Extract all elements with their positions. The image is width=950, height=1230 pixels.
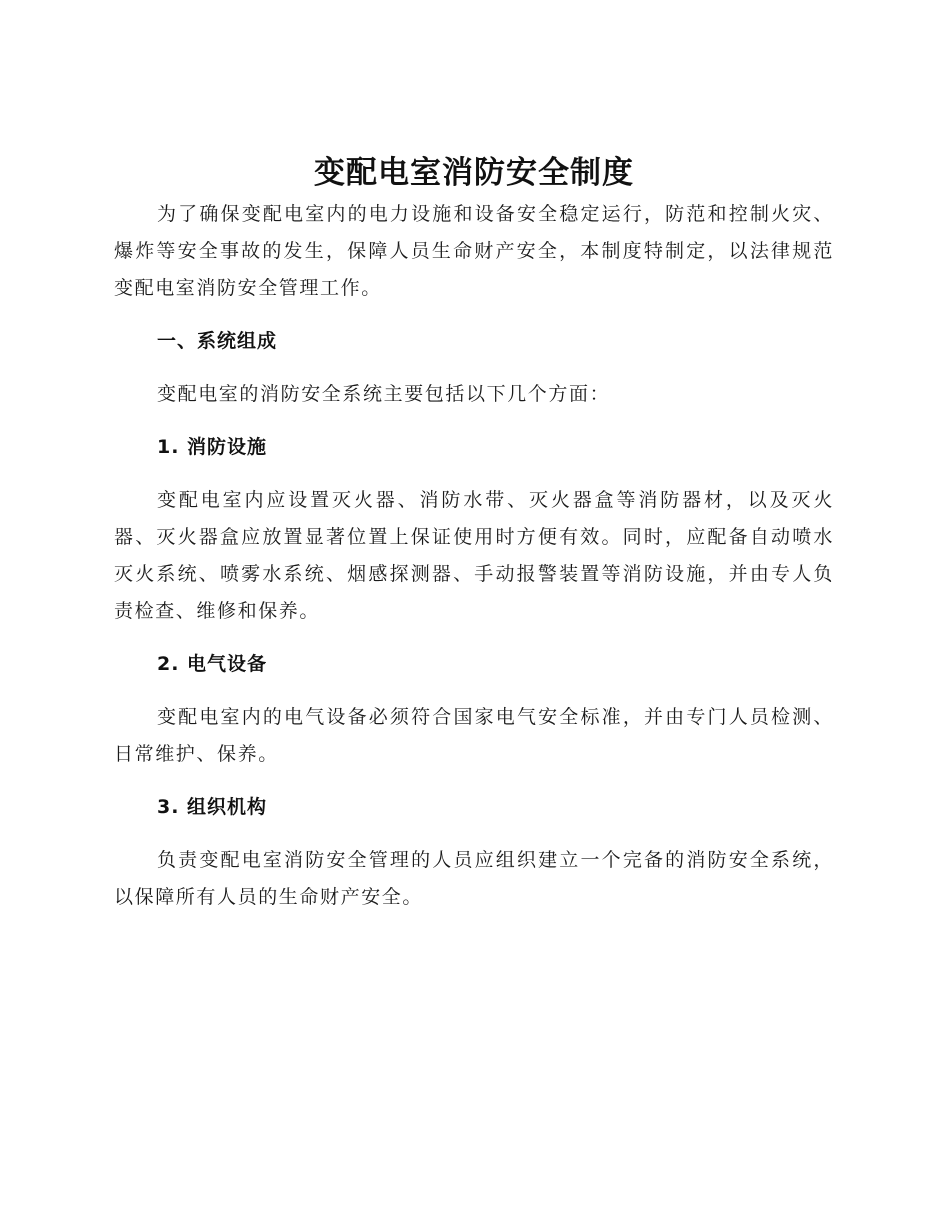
spacer — [114, 630, 834, 646]
section-heading-organization: 3. 组织机构 — [157, 796, 268, 818]
spacer — [114, 773, 834, 789]
document-title: 变配电室消防安全制度 — [314, 155, 634, 191]
section-heading-fire-facilities: 1. 消防设施 — [157, 436, 268, 458]
spacer — [114, 826, 834, 842]
spacer — [114, 360, 834, 376]
section-heading-system: 一、系统组成 — [157, 330, 278, 352]
intro-paragraph: 为了确保变配电室内的电力设施和设备安全稳定运行，防范和控制火灾、爆炸等安全事故的发生，保障人员生命财产安全，本制度特制定，以法律规范变配电室消防安全管理工作。 — [114, 203, 834, 299]
spacer — [114, 466, 834, 482]
spacer — [114, 683, 834, 699]
section-text-system: 变配电室的消防安全系统主要包括以下几个方面： — [157, 383, 611, 405]
spacer — [114, 413, 834, 429]
section-text-organization: 负责变配电室消防安全管理的人员应组织建立一个完备的消防安全系统，以保障所有人员的生命财产安全。 — [114, 849, 834, 908]
section-text-electrical: 变配电室内的电气设备必须符合国家电气安全标准，并由专门人员检测、日常维护、保养。 — [114, 706, 834, 765]
spacer — [114, 307, 834, 323]
document-page — [114, 150, 834, 916]
section-heading-electrical: 2. 电气设备 — [157, 653, 268, 675]
section-text-fire-facilities: 变配电室内应设置灭火器、消防水带、灭火器盒等消防器材，以及灭火器、灭火器盒应放置显著位置上保证使用时方便有效。同时，应配备自动喷水灭火系统、喷雾水系统、烟感探测器、手动报警装置等消防设施，并由专人负责检查、维修和保养。 — [114, 489, 834, 622]
